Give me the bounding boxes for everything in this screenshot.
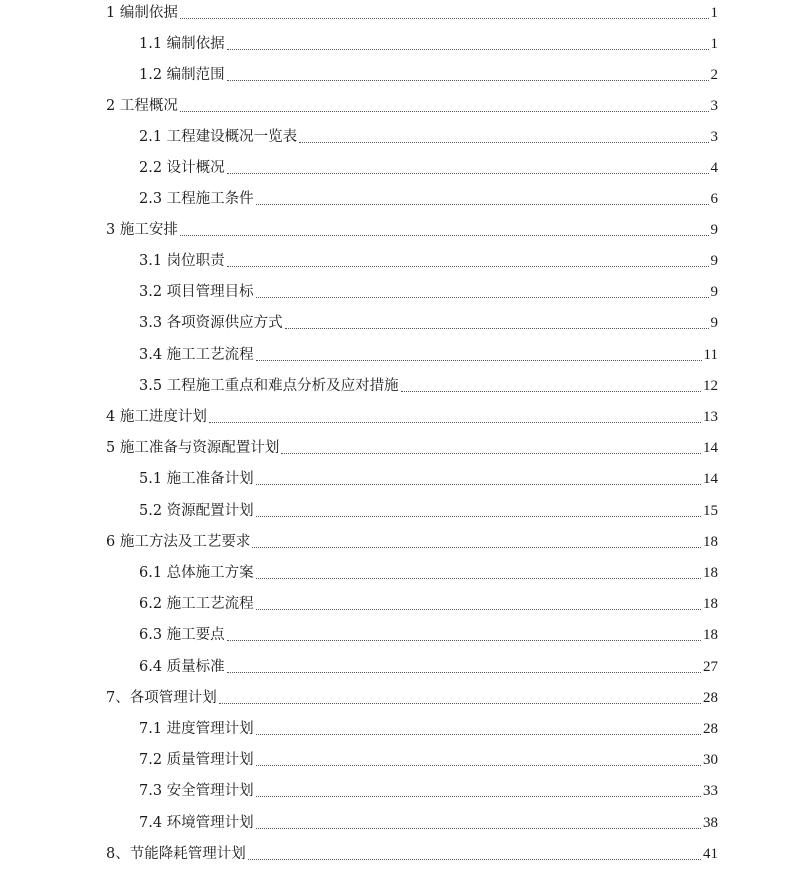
toc-entry-page: 28 xyxy=(703,690,718,706)
toc-entry[interactable] xyxy=(139,126,718,146)
toc-entry[interactable] xyxy=(106,687,718,707)
dot-leader xyxy=(227,79,709,81)
toc-entry-title: 6.3 施工要点 xyxy=(139,627,225,643)
toc-entry[interactable] xyxy=(106,95,718,115)
toc-entry-page: 14 xyxy=(703,440,718,456)
toc-entry-title: 3.3 各项资源供应方式 xyxy=(139,315,283,331)
toc-entry-page: 18 xyxy=(703,596,718,612)
toc-entry-title: 7、各项管理计划 xyxy=(106,690,217,706)
toc-entry-title: 4 施工进度计划 xyxy=(106,409,207,425)
toc-entry-page: 2 xyxy=(710,67,718,83)
toc-entry-title: 2.1 工程建设概况一览表 xyxy=(139,129,298,145)
toc-entry[interactable] xyxy=(139,250,718,270)
toc-entry-page: 14 xyxy=(703,471,718,487)
toc-entry-title: 6 施工方法及工艺要求 xyxy=(106,534,251,550)
toc-entry-title: 6.1 总体施工方案 xyxy=(139,565,254,581)
toc-entry-page: 11 xyxy=(703,347,718,363)
toc-entry-page: 18 xyxy=(703,627,718,643)
toc-entry-page: 6 xyxy=(710,191,718,207)
toc-entry[interactable] xyxy=(139,312,718,332)
toc-entry-title: 8、节能降耗管理计划 xyxy=(106,846,246,862)
toc-entry[interactable] xyxy=(139,562,718,582)
dot-leader xyxy=(285,327,709,329)
toc-entry-title: 2 工程概况 xyxy=(106,98,178,114)
toc-entry-title: 2.2 设计概况 xyxy=(139,160,225,176)
toc-entry[interactable] xyxy=(106,2,718,22)
toc-entry[interactable] xyxy=(139,188,718,208)
dot-leader xyxy=(401,390,701,392)
toc-entry[interactable] xyxy=(139,718,718,738)
toc-entry-title: 3 施工安排 xyxy=(106,222,178,238)
toc-entry[interactable] xyxy=(139,780,718,800)
toc-entry[interactable] xyxy=(139,593,718,613)
toc-entry-title: 3.5 工程施工重点和难点分析及应对措施 xyxy=(139,378,399,394)
toc-entry[interactable] xyxy=(139,281,718,301)
toc-entry[interactable] xyxy=(139,656,718,676)
toc-entry-page: 4 xyxy=(710,160,718,176)
toc-entry-title: 1.1 编制依据 xyxy=(139,36,225,52)
toc-entry[interactable] xyxy=(106,219,718,239)
dot-leader xyxy=(227,48,709,50)
toc-entry[interactable] xyxy=(106,531,718,551)
toc-entry-page: 38 xyxy=(703,815,718,831)
dot-leader xyxy=(180,17,709,19)
toc-entry[interactable] xyxy=(106,406,718,426)
toc-entry-title: 3.4 施工工艺流程 xyxy=(139,347,254,363)
toc-entry-title: 6.2 施工工艺流程 xyxy=(139,596,254,612)
dot-leader xyxy=(256,203,709,205)
toc-entry[interactable] xyxy=(139,344,718,364)
dot-leader xyxy=(299,141,708,143)
dot-leader xyxy=(281,452,701,454)
toc-entry[interactable] xyxy=(139,749,718,769)
toc-entry-title: 3.2 项目管理目标 xyxy=(139,284,254,300)
toc-entry[interactable] xyxy=(139,33,718,53)
toc-entry-page: 18 xyxy=(703,565,718,581)
dot-leader xyxy=(248,858,701,860)
toc-entry-page: 13 xyxy=(703,409,718,425)
dot-leader xyxy=(227,671,701,673)
toc-entry-page: 9 xyxy=(710,315,718,331)
dot-leader xyxy=(256,733,701,735)
dot-leader xyxy=(256,795,701,797)
toc-entry-page: 28 xyxy=(703,721,718,737)
toc-entry[interactable] xyxy=(139,812,718,832)
toc-entry-page: 27 xyxy=(703,659,718,675)
toc-entry[interactable] xyxy=(139,500,718,520)
dot-leader xyxy=(227,639,701,641)
toc-entry[interactable] xyxy=(106,843,718,863)
toc-entry-title: 2.3 工程施工条件 xyxy=(139,191,254,207)
dot-leader xyxy=(256,764,701,766)
dot-leader xyxy=(256,515,701,517)
dot-leader xyxy=(227,172,709,174)
toc-entry-page: 9 xyxy=(710,222,718,238)
toc-entry-title: 5.1 施工准备计划 xyxy=(139,471,254,487)
toc-entry-title: 1.2 编制范围 xyxy=(139,67,225,83)
toc-entry[interactable] xyxy=(139,64,718,84)
toc-entry-page: 3 xyxy=(710,129,718,145)
toc-entry-title: 7.4 环境管理计划 xyxy=(139,815,254,831)
toc-entry[interactable] xyxy=(139,157,718,177)
dot-leader xyxy=(256,359,702,361)
toc-entry-title: 7.3 安全管理计划 xyxy=(139,783,254,799)
toc-entry-page: 1 xyxy=(710,5,718,21)
toc-entry-page: 41 xyxy=(703,846,718,862)
toc-entry-page: 30 xyxy=(703,752,718,768)
toc-entry-title: 6.4 质量标准 xyxy=(139,659,225,675)
dot-leader xyxy=(209,421,701,423)
toc-entry-page: 9 xyxy=(710,253,718,269)
dot-leader xyxy=(256,827,701,829)
toc-entry-page: 3 xyxy=(710,98,718,114)
dot-leader xyxy=(219,702,701,704)
toc-entry[interactable] xyxy=(139,624,718,644)
dot-leader xyxy=(256,296,709,298)
toc-entry-page: 15 xyxy=(703,503,718,519)
dot-leader xyxy=(256,577,701,579)
dot-leader xyxy=(180,234,709,236)
toc-entry[interactable] xyxy=(139,375,718,395)
toc-entry-page: 9 xyxy=(710,284,718,300)
toc-entry[interactable] xyxy=(106,437,718,457)
toc-entry-page: 33 xyxy=(703,783,718,799)
dot-leader xyxy=(256,483,701,485)
toc-entry-title: 5 施工准备与资源配置计划 xyxy=(106,440,280,456)
toc-entry[interactable] xyxy=(139,468,718,488)
dot-leader xyxy=(227,265,709,267)
toc-entry-page: 18 xyxy=(703,534,718,550)
toc-entry-page: 12 xyxy=(703,378,718,394)
dot-leader xyxy=(256,608,701,610)
toc-entry-title: 3.1 岗位职责 xyxy=(139,253,225,269)
toc-entry-title: 1 编制依据 xyxy=(106,5,178,21)
toc-entry-page: 1 xyxy=(710,36,718,52)
dot-leader xyxy=(252,546,701,548)
dot-leader xyxy=(180,110,709,112)
toc-entry-title: 7.2 质量管理计划 xyxy=(139,752,254,768)
toc-entry-title: 7.1 进度管理计划 xyxy=(139,721,254,737)
toc-entry-title: 5.2 资源配置计划 xyxy=(139,503,254,519)
